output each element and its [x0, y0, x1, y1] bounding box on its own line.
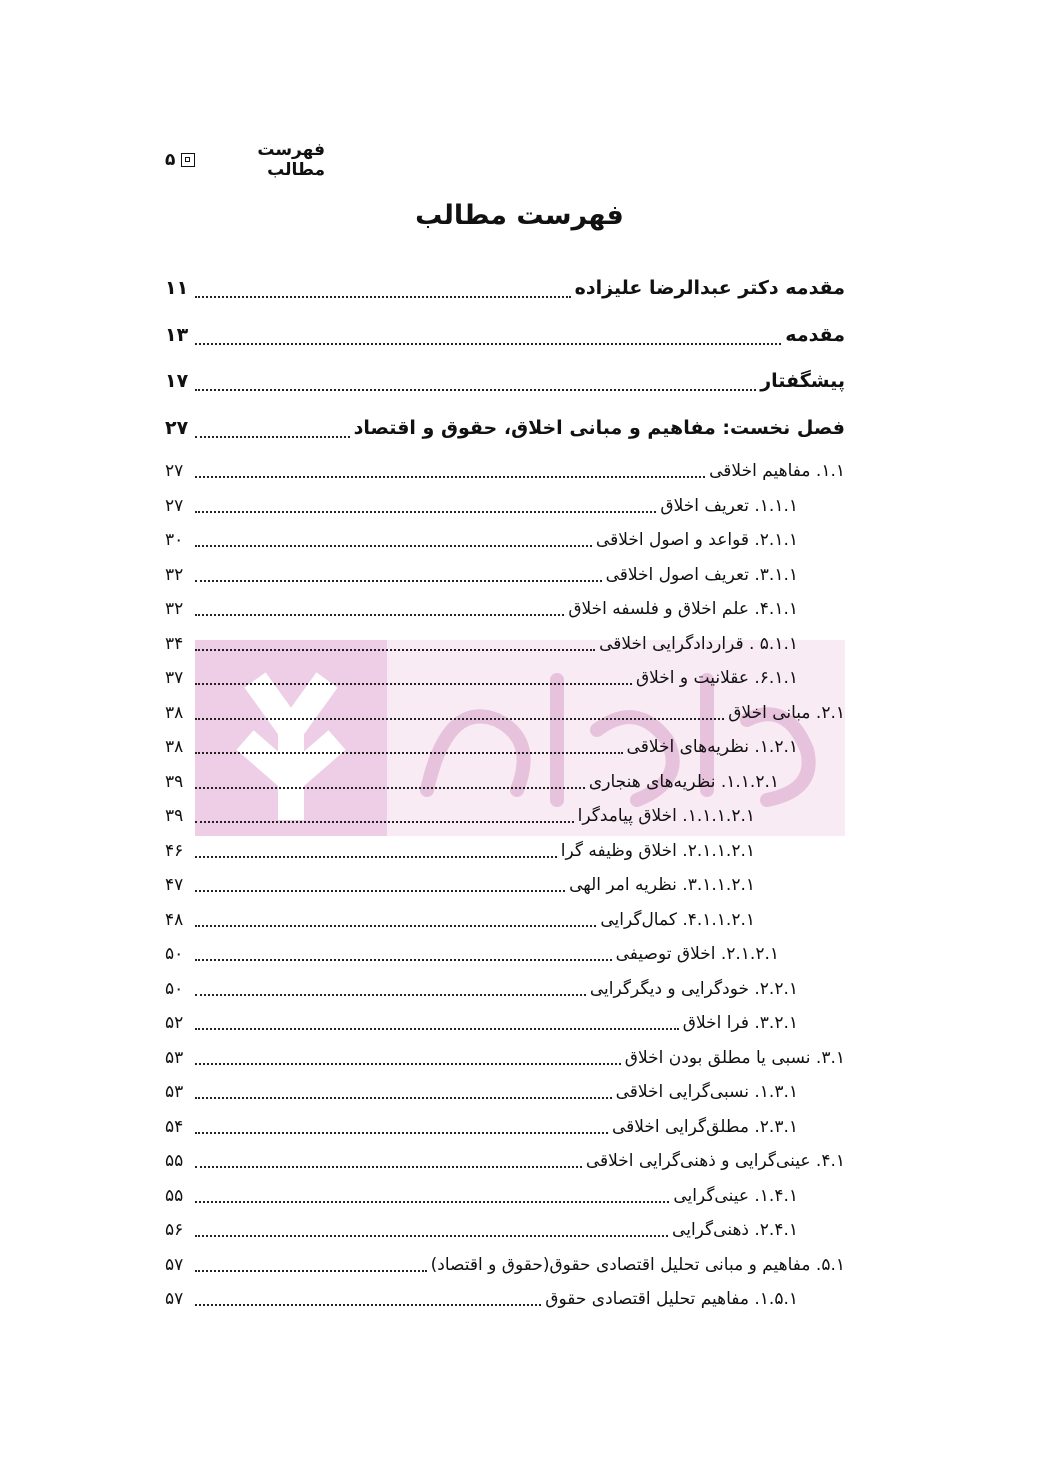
toc-entry-label: ۱.۳.۱. نسبی‌گرایی اخلاقی [615, 1082, 798, 1102]
toc-entry[interactable] [165, 661, 845, 696]
toc-entry[interactable] [165, 903, 845, 938]
toc-entry-label: ۵.۱. مفاهیم و مبانی تحلیل اقتصادی حقوق(حقوق و اقتصاد) [430, 1254, 845, 1275]
toc-entry-page: ۵۳ [165, 1082, 184, 1102]
toc-entry-page: ۵۷ [165, 1289, 184, 1309]
toc-entry[interactable] [165, 315, 845, 362]
toc-entry-label: ۲.۲.۱. خودگرایی و دیگرگرایی [589, 978, 798, 999]
toc-entry-label: ۵.۱.۱ . قراردادگرایی اخلاقی [599, 633, 798, 654]
toc-entry-page: ۵۶ [165, 1220, 184, 1240]
dot-leader [195, 1063, 621, 1065]
toc-entry-page: ۳۴ [165, 633, 184, 654]
toc-entry-label: پیشگفتار [760, 370, 845, 392]
header-title: فهرست مطالب [257, 140, 325, 180]
toc-entry-label: ۲.۴.۱. ذهنی‌گرایی [672, 1220, 798, 1240]
toc-entry-page: ۴۶ [165, 840, 184, 861]
dot-leader [195, 925, 596, 927]
toc-entry[interactable] [165, 1110, 845, 1145]
toc-entry-page: ۱۷ [165, 370, 189, 392]
toc-entry-page: ۵۴ [165, 1116, 184, 1137]
toc-entry[interactable] [165, 361, 845, 408]
toc-entry[interactable] [165, 937, 845, 972]
toc-entry-label: ۱.۱. مفاهیم اخلاقی [709, 461, 845, 481]
toc-entry[interactable] [165, 1213, 845, 1248]
dot-leader [195, 580, 602, 582]
square-ornament-icon [181, 153, 194, 167]
toc-entry-label: ۱.۵.۱. مفاهیم تحلیل اقتصادی حقوق [545, 1289, 798, 1309]
dot-leader [195, 614, 564, 616]
toc-entry-label: ۲.۳.۱. مطلق‌گرایی اخلاقی [611, 1116, 798, 1137]
toc-entry-label: ۴.۱. عینی‌گرایی و ذهنی‌گرایی اخلاقی [585, 1151, 845, 1171]
toc-entry-label: ۱.۱.۲.۱. نظریه‌های هنجاری [588, 771, 779, 792]
toc-entry-page: ۵۳ [165, 1047, 184, 1068]
toc-entry-label: ۳.۱.۱. تعریف اصول اخلاقی [605, 564, 798, 585]
toc-entry-label: ۳.۱. نسبی یا مطلق بودن اخلاق [624, 1047, 845, 1068]
toc-entry-page: ۳۲ [165, 564, 184, 585]
toc-entry-page: ۳۰ [165, 530, 184, 550]
toc-entry[interactable] [165, 408, 845, 455]
toc-entry[interactable] [165, 627, 845, 662]
toc-entry[interactable] [165, 454, 845, 489]
table-of-contents [165, 268, 845, 1317]
dot-leader [195, 1304, 541, 1306]
dot-leader [195, 1235, 668, 1237]
toc-entry-page: ۵۰ [165, 978, 184, 999]
toc-entry-page: ۴۷ [165, 875, 184, 895]
header-page-number: ۵ [165, 150, 176, 170]
toc-entry[interactable] [165, 799, 845, 834]
toc-entry-label: ۳.۱.۱.۲.۱. نظریه امر الهی [569, 875, 755, 895]
toc-entry-page: ۳۸ [165, 702, 184, 723]
toc-entry[interactable] [165, 1282, 845, 1317]
toc-entry-label: ۱.۲.۱. نظریه‌های اخلاقی [626, 737, 798, 757]
toc-entry-page: ۵۵ [165, 1185, 184, 1206]
page-title: فهرست مطالب [415, 200, 624, 231]
toc-entry[interactable] [165, 1248, 845, 1283]
toc-entry-page: ۴۸ [165, 909, 184, 930]
dot-leader [195, 890, 565, 892]
toc-entry-label: ۱.۱.۱. تعریف اخلاق [660, 495, 798, 516]
toc-entry[interactable] [165, 489, 845, 524]
dot-leader [195, 1201, 669, 1203]
toc-entry-label: ۲.۱. مبانی اخلاق [728, 702, 845, 723]
toc-entry-page: ۳۸ [165, 737, 184, 757]
dot-leader [195, 1097, 612, 1099]
dot-leader [195, 476, 705, 478]
dot-leader [195, 511, 656, 513]
toc-entry-label: ۱.۱.۱.۲.۱. اخلاق پیامدگرا [577, 806, 755, 826]
toc-entry-page: ۳۷ [165, 668, 184, 688]
toc-entry-page: ۳۹ [165, 771, 184, 792]
dot-leader [195, 343, 781, 345]
toc-entry[interactable] [165, 834, 845, 869]
toc-entry-page: ۲۷ [165, 461, 184, 481]
toc-entry[interactable] [165, 1006, 845, 1041]
dot-leader [195, 436, 350, 438]
dot-leader [195, 994, 586, 996]
dot-leader [195, 856, 557, 858]
toc-entry[interactable] [165, 868, 845, 903]
running-header [165, 140, 325, 180]
toc-entry-page: ۵۵ [165, 1151, 184, 1171]
dot-leader [195, 1132, 608, 1134]
dot-leader [195, 718, 724, 720]
toc-entry[interactable] [165, 1041, 845, 1076]
toc-entry-label: ۲.۱.۲.۱. اخلاق توصیفی [615, 944, 779, 964]
dot-leader [195, 1028, 679, 1030]
toc-entry-page: ۵۷ [165, 1254, 184, 1275]
toc-entry-label: ۴.۱.۱.۲.۱. کمال‌گرایی [600, 909, 755, 930]
toc-entry[interactable] [165, 558, 845, 593]
toc-entry-page: ۳۹ [165, 806, 184, 826]
dot-leader [195, 821, 574, 823]
toc-entry-label: ۲.۱.۱. قواعد و اصول اخلاقی [595, 530, 798, 550]
dot-leader [195, 683, 632, 685]
toc-entry-label: ۳.۲.۱. فرا اخلاق [682, 1013, 798, 1033]
toc-entry[interactable] [165, 696, 845, 731]
dot-leader [195, 1270, 427, 1272]
dot-leader [195, 1166, 582, 1168]
toc-entry-label: ۶.۱.۱. عقلانیت و اخلاق [635, 668, 798, 688]
toc-entry[interactable] [165, 972, 845, 1007]
toc-entry-label: ۲.۱.۱.۲.۱. اخلاق وظیفه گرا [560, 840, 755, 861]
toc-entry[interactable] [165, 1075, 845, 1110]
toc-entry-page: ۲۷ [165, 416, 189, 439]
toc-entry[interactable] [165, 523, 845, 558]
toc-entry[interactable] [165, 268, 845, 315]
toc-entry[interactable] [165, 592, 845, 627]
dot-leader [195, 545, 592, 547]
toc-entry-page: ۵۲ [165, 1013, 184, 1033]
toc-entry-page: ۱۳ [165, 323, 189, 346]
dot-leader [195, 296, 571, 298]
dot-leader [195, 752, 623, 754]
toc-entry[interactable] [165, 1144, 845, 1179]
toc-entry-label: مقدمه دکتر عبدالرضا علیزاده [574, 277, 845, 299]
dot-leader [195, 649, 595, 651]
toc-entry[interactable] [165, 765, 845, 800]
toc-entry-label: ۱.۴.۱. عینی‌گرایی [673, 1185, 798, 1206]
dot-leader [195, 787, 585, 789]
toc-entry-label: فصل نخست: مفاهیم و مبانی اخلاق، حقوق و اقتصاد [353, 416, 845, 439]
toc-entry-label: مقدمه [785, 323, 845, 346]
dot-leader [195, 389, 756, 391]
toc-entry-page: ۳۲ [165, 599, 184, 619]
toc-entry-page: ۲۷ [165, 495, 184, 516]
dot-leader [195, 959, 612, 961]
toc-entry[interactable] [165, 1179, 845, 1214]
toc-entry-label: ۴.۱.۱. علم اخلاق و فلسفه اخلاق [568, 599, 798, 619]
toc-entry[interactable] [165, 730, 845, 765]
toc-entry-page: ۵۰ [165, 944, 184, 964]
toc-entry-page: ۱۱ [165, 277, 189, 299]
